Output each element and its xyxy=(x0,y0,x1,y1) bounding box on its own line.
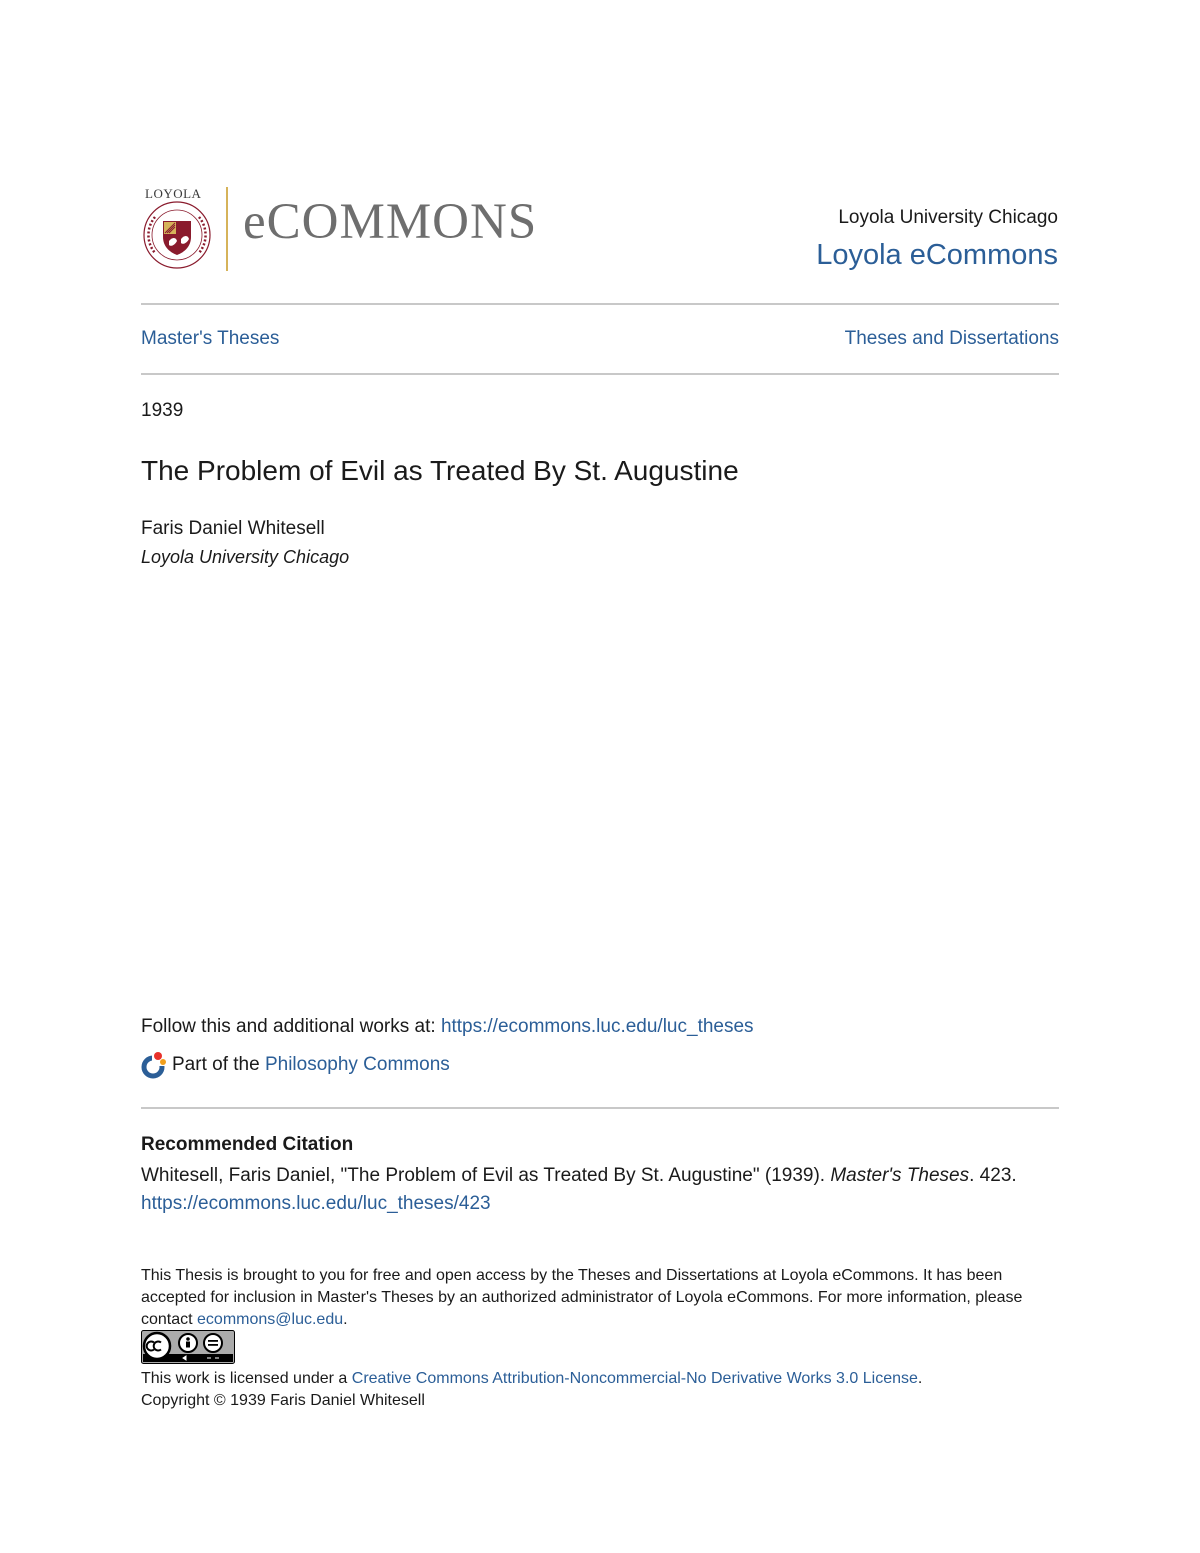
license-text: This work is licensed under a xyxy=(141,1370,352,1387)
access-end: . xyxy=(343,1311,348,1328)
license-link[interactable]: Creative Commons Attribution-Noncommercial-No Derivative Works 3.0 License xyxy=(351,1370,918,1387)
logo-divider xyxy=(226,187,228,271)
seal-wordmark: LOYOLA xyxy=(145,186,202,201)
loyola-seal-icon xyxy=(141,197,213,271)
contact-email-link[interactable]: ecommons@luc.edu xyxy=(197,1311,344,1328)
masters-theses-link[interactable]: Master's Theses xyxy=(141,328,280,349)
citation-number: . 423. xyxy=(969,1165,1017,1186)
theses-dissertations-link[interactable]: Theses and Dissertations xyxy=(844,328,1059,349)
citation-text xyxy=(141,1162,1059,1218)
citation-body: Whitesell, Faris Daniel, "The Problem of Evil as Treated By St. Augustine" (1939). xyxy=(141,1165,831,1186)
access-text: This Thesis is brought to you for free and open access by the Theses and Dissertations at Loyola eCommons. It has been accepted for inclusion in Master's Theses by an authorized administrator of Loyola eCommons. For more information, please contact xyxy=(141,1267,1023,1328)
follow-label: Follow this and additional works at: xyxy=(141,1016,441,1037)
citation-url-link[interactable]: https://ecommons.luc.edu/luc_theses/423 xyxy=(141,1193,491,1214)
philosophy-commons-link[interactable]: Philosophy Commons xyxy=(264,1054,450,1075)
header-right xyxy=(816,205,1058,275)
divider xyxy=(141,303,1059,305)
publication-year: 1939 xyxy=(141,400,184,421)
university-name: Loyola University Chicago xyxy=(838,207,1058,228)
license-statement xyxy=(141,1368,1059,1412)
license-end: . xyxy=(917,1370,923,1387)
collection-url-link[interactable]: https://ecommons.luc.edu/luc_theses xyxy=(440,1016,754,1037)
part-of-line xyxy=(141,1050,450,1080)
author-name: Faris Daniel Whitesell xyxy=(141,518,325,539)
creative-commons-badge-icon[interactable] xyxy=(141,1330,235,1364)
repository-link[interactable]: Loyola eCommons xyxy=(816,239,1058,271)
copyright-text: Copyright © 1939 Faris Daniel Whitesell xyxy=(141,1392,425,1409)
divider xyxy=(141,373,1059,375)
part-of-label: Part of the xyxy=(172,1054,260,1075)
citation-heading: Recommended Citation xyxy=(141,1134,354,1155)
access-statement xyxy=(141,1265,1051,1331)
divider xyxy=(141,1107,1059,1109)
digital-commons-icon xyxy=(141,1050,167,1080)
document-title: The Problem of Evil as Treated By St. Augustine xyxy=(141,455,739,486)
ecommons-wordmark: eCOMMONS xyxy=(243,194,538,250)
citation-series: Master's Theses xyxy=(830,1165,970,1186)
author-affiliation: Loyola University Chicago xyxy=(141,547,350,567)
follow-line xyxy=(141,1016,754,1038)
ecommons-logo xyxy=(141,183,581,273)
